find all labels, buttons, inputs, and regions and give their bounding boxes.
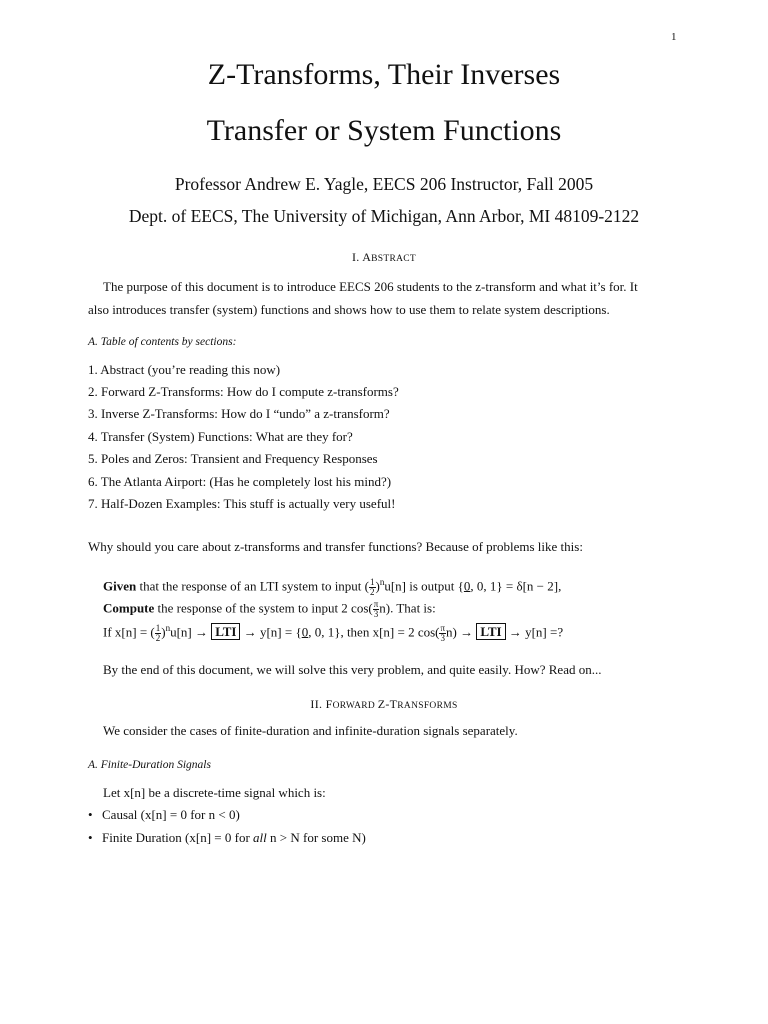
toc-item: 4. Transfer (System) Functions: What are they for? — [88, 429, 353, 444]
bullet-icon: • — [88, 830, 93, 845]
lti-box: LTI — [476, 623, 505, 640]
toc-item: 3. Inverse Z-Transforms: How do I “undo” a z-transform? — [88, 406, 390, 421]
given-line: Given that the response of an LTI system to input ( $\frac{1}{2}$ )$^n$u[n] is output {0, 0, 1} = δ[n − 2], — [103, 576, 562, 597]
section-heading-forward-z: II. FORWARD Z-TRANSFORMS — [310, 697, 458, 711]
let-text: Let x[n] be a discrete-time signal which is: — [103, 785, 326, 800]
affiliation-line: Dept. of EECS, The University of Michigan, Ann Arbor, MI 48109-2122 — [128, 206, 640, 226]
abstract-line-1: The purpose of this document is to introduce EECS 206 students to the z-transform and what it’s for. It — [103, 279, 638, 294]
fraction: $\frac{1}{2}$ — [155, 622, 161, 643]
fraction: $\frac{1}{2}$ — [370, 576, 375, 597]
toc-item: 5. Poles and Zeros: Transient and Frequency Responses — [88, 451, 378, 466]
toc-item: 2. Forward Z-Transforms: How do I compute z-transforms? — [88, 384, 399, 399]
section-heading-abstract: I. ABSTRACT — [351, 250, 417, 264]
title-line-1: Z-Transforms, Their Inverses — [207, 58, 561, 91]
page-number: 1 — [671, 31, 677, 43]
fraction: $\frac{\pi}{3}$ — [440, 622, 446, 643]
cases-text: We consider the cases of finite-duration and infinite-duration signals separately. — [103, 723, 518, 738]
bullet-icon: • — [88, 807, 93, 822]
lti-equation-line: If x[n] = ( $\frac{1}{2}$ )$^n$u[n] → LTI → y[n] = {0, 0, 1}, then x[n] = 2 cos( $\frac{\pi}{3}$ n) → LTI → y[n] =? — [103, 622, 564, 643]
subsection-toc-heading: A. Table of contents by sections: — [88, 336, 237, 348]
lti-box: LTI — [211, 623, 240, 640]
toc-item: 1. Abstract (you’re reading this now) — [88, 362, 281, 377]
title-line-2: Transfer or System Functions — [206, 114, 562, 147]
abstract-line-2: also introduces transfer (system) functions and shows how to use them to relate system descriptions. — [88, 302, 610, 317]
bullet-item-finite-duration: • Finite Duration (x[n] = 0 for all n > N for some N) — [88, 830, 366, 845]
end-of-document-text: By the end of this document, we will solve this very problem, and quite easily. How? Read on... — [103, 662, 602, 677]
compute-line: Compute the response of the system to input 2 cos( $\frac{\pi}{3}$ n). That is: — [103, 599, 436, 619]
author-line: Professor Andrew E. Yagle, EECS 206 Instructor, Fall 2005 — [174, 174, 594, 194]
toc-item: 7. Half-Dozen Examples: This stuff is actually very useful! — [88, 496, 396, 511]
bullet-item-causal: • Causal (x[n] = 0 for n < 0) — [88, 807, 240, 822]
fraction: $\frac{\pi}{3}$ — [373, 599, 379, 619]
toc-item: 6. The Atlanta Airport: (Has he completely lost his mind?) — [88, 474, 392, 489]
subsection-finite-duration: A. Finite-Duration Signals — [88, 759, 211, 771]
why-care-text: Why should you care about z-transforms and transfer functions? Because of problems like this: — [88, 539, 583, 554]
